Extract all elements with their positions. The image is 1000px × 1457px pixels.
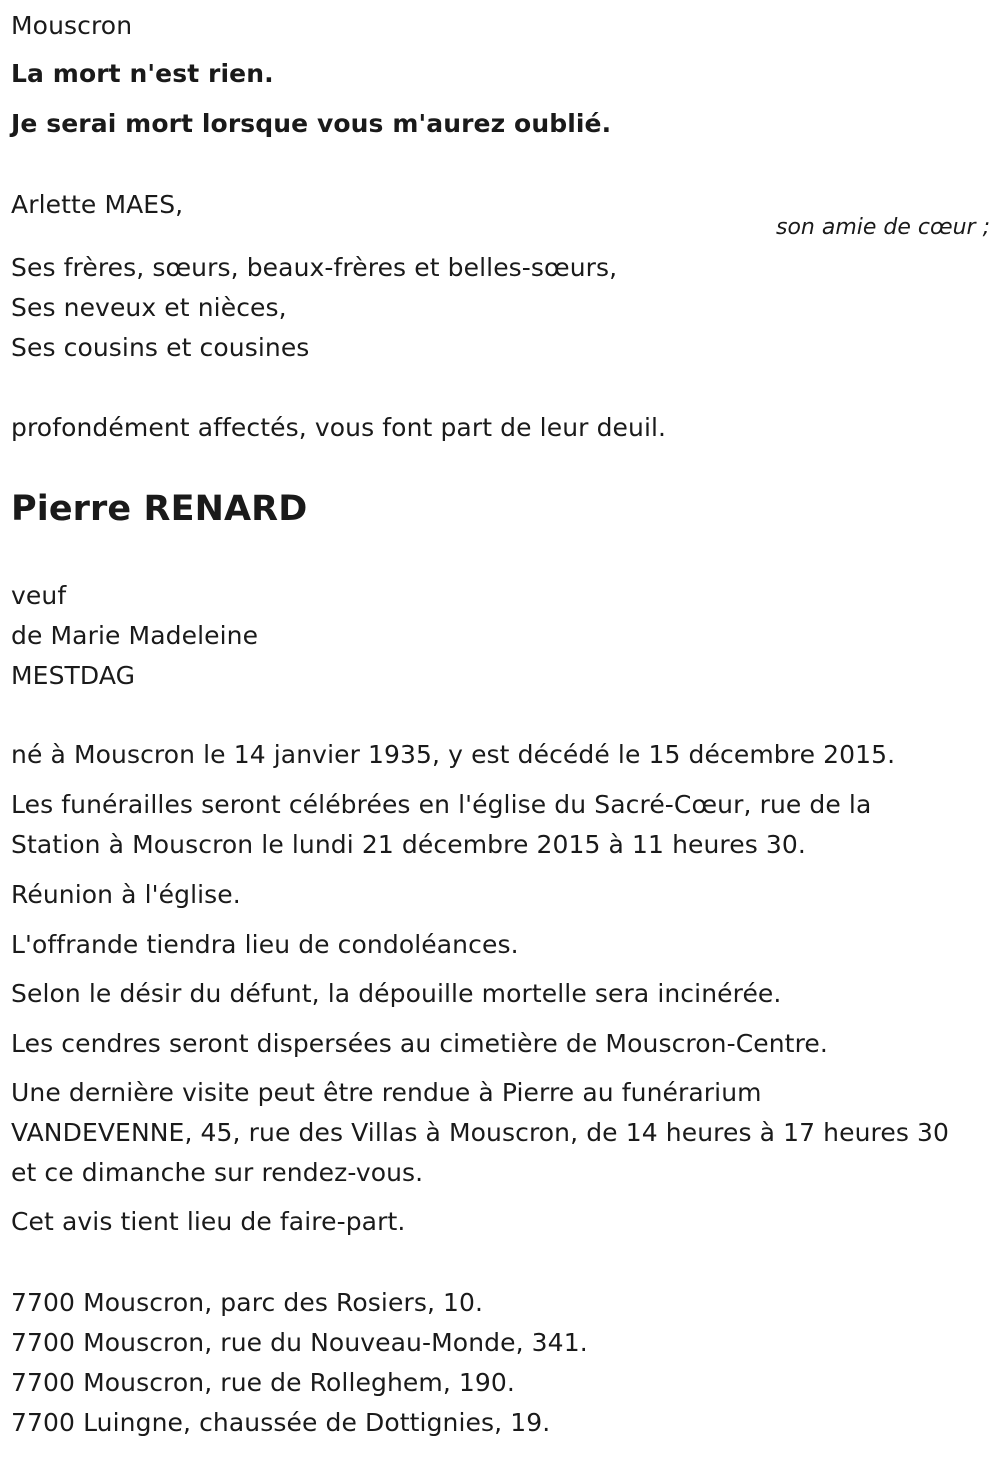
family-line: Ses cousins et cousines — [11, 333, 310, 362]
city-label: Mouscron — [11, 11, 133, 40]
visit-line: Une dernière visite peut être rendue à Pierre au funérarium — [11, 1078, 762, 1107]
meeting-text: Réunion à l'église. — [11, 880, 241, 909]
quote-line-1: La mort n'est rien. — [11, 59, 274, 88]
deceased-name: Pierre RENARD — [11, 489, 308, 529]
status-line: MESTDAG — [11, 661, 136, 690]
family-line: Ses neveux et nièces, — [11, 293, 287, 322]
birth-death-text: né à Mouscron le 14 janvier 1935, y est décédé le 15 décembre 2015. — [11, 740, 896, 769]
partner-relation: son amie de cœur ; — [775, 215, 990, 240]
quote-line-2: Je serai mort lorsque vous m'aurez oublié. — [11, 109, 612, 138]
announcement-text: profondément affectés, vous font part de leur deuil. — [11, 413, 667, 442]
status-line: de Marie Madeleine — [11, 621, 259, 650]
address-line: 7700 Luingne, chaussée de Dottignies, 19. — [11, 1408, 551, 1437]
visit-line: et ce dimanche sur rendez-vous. — [11, 1158, 424, 1187]
address-line: 7700 Mouscron, parc des Rosiers, 10. — [11, 1288, 484, 1317]
address-line: 7700 Mouscron, rue du Nouveau-Monde, 341. — [11, 1328, 588, 1357]
funeral-line: Station à Mouscron le lundi 21 décembre 2015 à 11 heures 30. — [11, 830, 806, 859]
offering-text: L'offrande tiendra lieu de condoléances. — [11, 930, 519, 959]
address-line: 7700 Mouscron, rue de Rolleghem, 190. — [11, 1368, 515, 1397]
funeral-line: Les funérailles seront célébrées en l'église du Sacré-Cœur, rue de la — [11, 790, 872, 819]
partner-name: Arlette MAES, — [11, 190, 184, 219]
family-line: Ses frères, sœurs, beaux-frères et belles-sœurs, — [11, 253, 618, 282]
visit-line: VANDEVENNE, 45, rue des Villas à Mouscron, de 14 heures à 17 heures 30 — [11, 1118, 950, 1147]
notice-text: Cet avis tient lieu de faire-part. — [11, 1207, 406, 1236]
cremation-text: Selon le désir du défunt, la dépouille mortelle sera incinérée. — [11, 979, 782, 1008]
status-line: veuf — [11, 581, 67, 610]
ashes-text: Les cendres seront dispersées au cimetière de Mouscron-Centre. — [11, 1029, 828, 1058]
